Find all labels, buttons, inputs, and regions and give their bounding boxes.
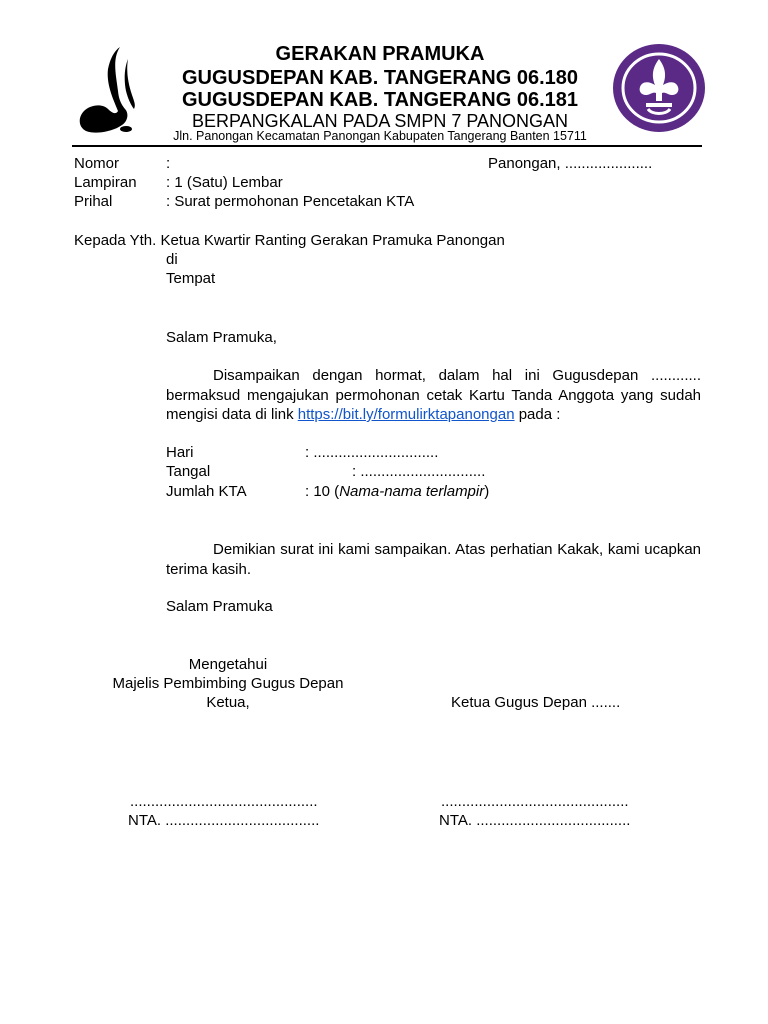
wosm-emblem-icon: [612, 43, 706, 133]
header-title-1: GERAKAN PRAMUKA: [275, 43, 485, 65]
hari-label: Hari: [166, 444, 194, 461]
closing: Salam Pramuka: [166, 598, 273, 615]
paragraph-2-text: Demikian surat ini kami sampaikan. Atas perhatian Kakak, kami ucapkan terima kasih.: [166, 541, 701, 578]
header-divider: [72, 145, 702, 147]
lampiran-value: : 1 (Satu) Lembar: [166, 174, 283, 191]
left-sign-nta: NTA. .....................................: [128, 812, 320, 829]
greeting: Salam Pramuka,: [166, 329, 277, 346]
recipient-line-3: Tempat: [166, 270, 216, 287]
hari-value: : ..............................: [305, 444, 439, 461]
prihal-value: : Surat permohonan Pencetakan KTA: [166, 193, 415, 210]
jumlah-label: Jumlah KTA: [166, 483, 247, 500]
header-title-3: GUGUSDEPAN KAB. TANGERANG 06.181: [182, 89, 578, 111]
recipient-line-2: di: [166, 251, 178, 268]
header-title-2: GUGUSDEPAN KAB. TANGERANG 06.180: [182, 67, 578, 89]
header-subtitle: BERPANGKALAN PADA SMPN 7 PANONGAN: [191, 111, 569, 131]
left-sign-line-3: Ketua,: [206, 694, 250, 711]
jumlah-suffix: ): [484, 483, 490, 500]
tangal-value: : ..............................: [352, 463, 486, 480]
nomor-label: Nomor: [74, 155, 120, 172]
place-date: Panongan, .....................: [488, 155, 653, 172]
lampiran-label: Lampiran: [74, 174, 137, 191]
left-sign-line-2: Majelis Pembimbing Gugus Depan: [112, 675, 344, 692]
paragraph-1: [166, 366, 701, 425]
tangal-label: Tangal: [166, 463, 211, 480]
right-sign-line-1: Ketua Gugus Depan .......: [451, 694, 621, 711]
paragraph-1-text: Disampaikan dengan hormat, dalam hal ini Gugusdepan ............ bermaksud mengajukan permohonan cetak Kartu Tanda Anggota yang sudah mengisi data di link: [166, 367, 701, 423]
tunas-kelapa-logo-icon: [76, 45, 142, 137]
nomor-value: :: [166, 155, 171, 172]
left-sign-name: .............................................: [130, 793, 318, 810]
left-sign-line-1: Mengetahui: [188, 656, 268, 673]
form-link[interactable]: https://bit.ly/formulirktapanongan: [297, 406, 515, 423]
right-sign-name: .............................................: [441, 793, 629, 810]
recipient-line-1: Kepada Yth. Ketua Kwartir Ranting Gerakan Pramuka Panongan: [74, 232, 505, 249]
jumlah-value: [305, 483, 489, 501]
prihal-label: Prihal: [74, 193, 113, 210]
paragraph-1-end: pada :: [518, 406, 561, 423]
paragraph-2: [166, 540, 701, 579]
jumlah-prefix: : 10 (: [305, 483, 340, 500]
jumlah-italic: Nama-nama terlampir: [339, 483, 485, 500]
right-sign-nta: NTA. .....................................: [439, 812, 631, 829]
header-address: Jln. Panongan Kecamatan Panongan Kabupaten Tangerang Banten 15711: [173, 129, 587, 143]
